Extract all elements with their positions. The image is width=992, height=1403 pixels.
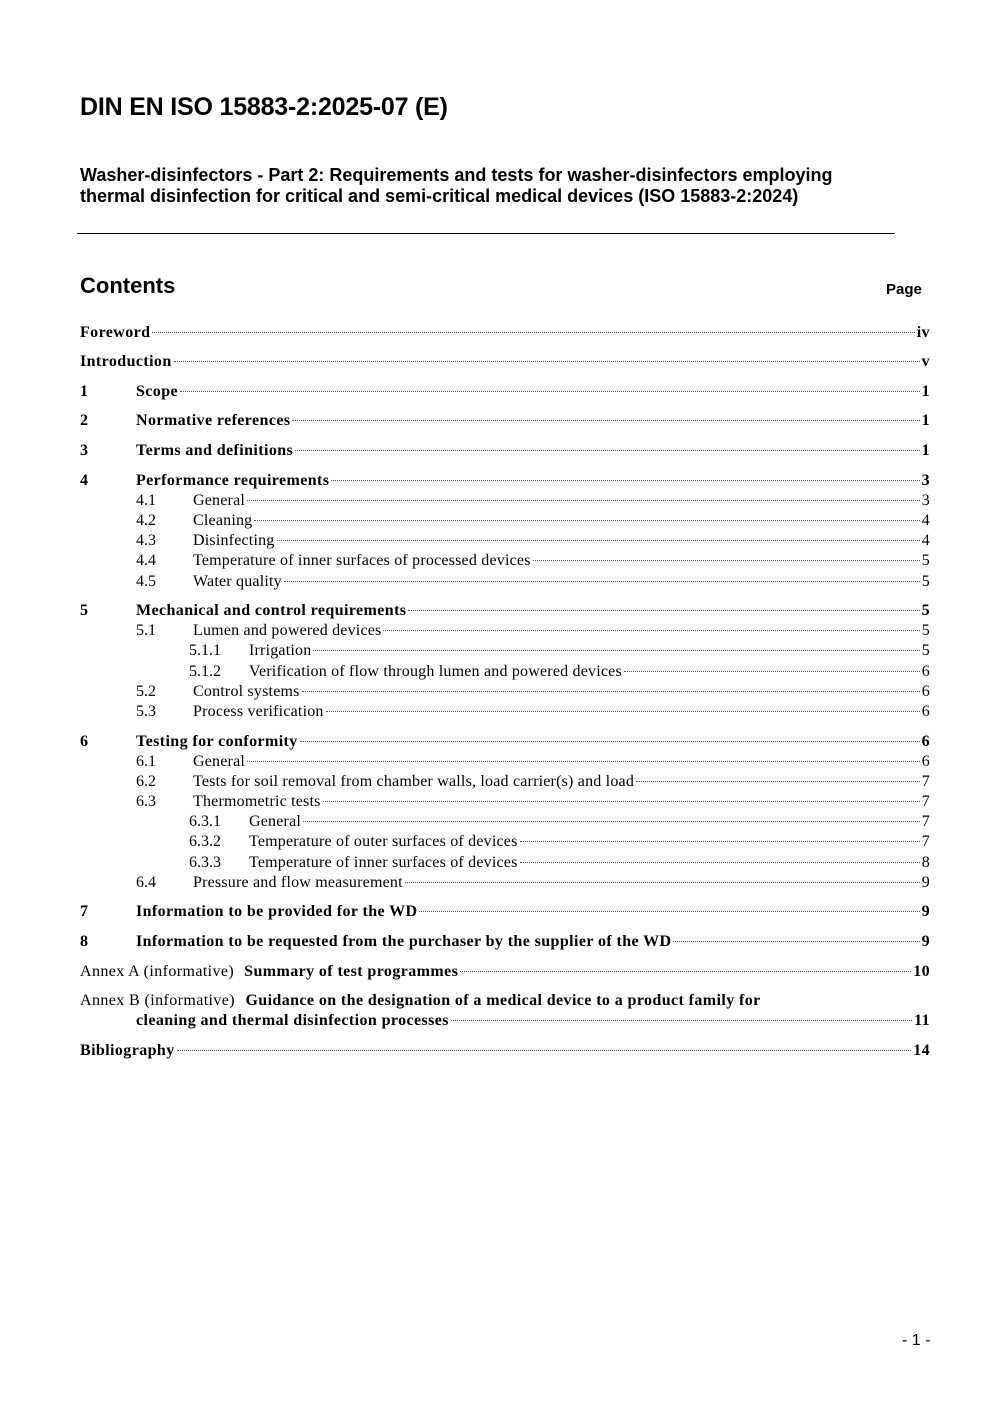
document-title: DIN EN ISO 15883-2:2025-07 (E) — [80, 93, 448, 121]
toc-entry-4-5[interactable] — [193, 572, 930, 592]
page-column-heading: Page — [886, 281, 922, 298]
toc-page: 7 — [921, 773, 930, 790]
toc-number: 4.4 — [136, 552, 156, 569]
toc-title: Process verification — [193, 703, 324, 720]
toc-page: 10 — [913, 963, 930, 980]
toc-leader — [383, 630, 919, 631]
toc-number: 6.1 — [136, 753, 156, 770]
toc-number: 1 — [80, 383, 88, 400]
toc-leader — [460, 971, 911, 972]
toc-title: Temperature of inner surfaces of devices — [249, 854, 518, 871]
toc-title: Pressure and flow measurement — [193, 874, 403, 891]
toc-page: 1 — [921, 383, 930, 400]
toc-leader — [520, 862, 920, 863]
toc-entry-terms-definitions[interactable] — [136, 441, 930, 461]
toc-page: 8 — [921, 854, 930, 871]
toc-number: 6.4 — [136, 874, 156, 891]
toc-page: 14 — [913, 1042, 930, 1059]
toc-title: Tests for soil removal from chamber walls, load carrier(s) and load — [193, 773, 635, 790]
toc-leader — [254, 520, 919, 521]
toc-title: Cleaning — [193, 512, 253, 529]
toc-number: 6.3.2 — [189, 833, 221, 850]
toc-entry-5-3[interactable] — [193, 702, 930, 722]
toc-title: Guidance on the designation of a medical device to a product family for — [245, 992, 761, 1009]
toc-leader — [295, 450, 919, 451]
toc-entry-information-provided[interactable] — [136, 902, 930, 922]
toc-number: 7 — [80, 903, 88, 920]
toc-number: 6.2 — [136, 773, 156, 790]
toc-page: 3 — [921, 472, 930, 489]
toc-number: 5.1.2 — [189, 663, 221, 680]
toc-number: 5.1.1 — [189, 642, 221, 659]
toc-leader — [174, 361, 920, 362]
toc-entry-4-1[interactable] — [193, 491, 930, 511]
toc-leader — [180, 391, 920, 392]
toc-entry-information-requested[interactable] — [136, 932, 930, 952]
toc-page: 9 — [921, 874, 930, 891]
toc-entry-annex-b-line2[interactable] — [136, 1011, 930, 1031]
toc-page: iv — [916, 324, 930, 341]
toc-entry-6-1[interactable] — [193, 752, 930, 772]
toc-entry-foreword[interactable] — [80, 323, 930, 343]
toc-entry-5-1[interactable] — [193, 621, 930, 641]
toc-number: 4.3 — [136, 532, 156, 549]
toc-number: 6.3 — [136, 793, 156, 810]
toc-page: 6 — [921, 733, 930, 750]
toc-entry-5-1-1[interactable] — [249, 641, 930, 661]
toc-title: Mechanical and control requirements — [136, 602, 407, 619]
toc-entry-5-2[interactable] — [193, 682, 930, 702]
annex-label: Annex A (informative) — [80, 963, 235, 980]
toc-title: Normative references — [136, 412, 291, 429]
toc-number: 6.3.1 — [189, 813, 221, 830]
toc-title: Irrigation — [249, 642, 312, 659]
toc-title: General — [249, 813, 302, 830]
toc-leader — [313, 650, 919, 651]
toc-leader — [520, 841, 920, 842]
toc-title: Performance requirements — [136, 472, 330, 489]
toc-entry-normative-references[interactable] — [136, 411, 930, 431]
toc-page: v — [921, 353, 930, 370]
footer-page-number: - 1 - — [902, 1332, 931, 1349]
toc-leader — [326, 711, 920, 712]
toc-leader — [177, 1050, 912, 1051]
toc-entry-testing-conformity[interactable] — [136, 732, 930, 752]
toc-leader — [292, 420, 919, 421]
toc-page: 6 — [921, 663, 930, 680]
toc-title: Water quality — [193, 573, 282, 590]
toc-title: Introduction — [80, 353, 172, 370]
toc-title: Temperature of outer surfaces of devices — [249, 833, 518, 850]
toc-number: 3 — [80, 442, 88, 459]
toc-number: 5.1 — [136, 622, 156, 639]
toc-title: Lumen and powered devices — [193, 622, 382, 639]
toc-entry-4-3[interactable] — [193, 531, 930, 551]
toc-title: Bibliography — [80, 1042, 175, 1059]
toc-number: 5.3 — [136, 703, 156, 720]
toc-number: 6.3.3 — [189, 854, 221, 871]
toc-entry-introduction[interactable] — [80, 352, 930, 372]
toc-entry-annex-a[interactable] — [80, 962, 930, 982]
toc-number: 4 — [80, 472, 88, 489]
toc-number: 4.5 — [136, 573, 156, 590]
toc-page: 4 — [921, 532, 930, 549]
toc-entry-bibliography[interactable] — [80, 1041, 930, 1061]
toc-title: General — [193, 492, 246, 509]
toc-leader — [408, 610, 919, 611]
toc-entry-6-3-2[interactable] — [249, 832, 930, 852]
toc-title: Thermometric tests — [193, 793, 321, 810]
toc-leader — [303, 821, 920, 822]
document-subtitle: Washer-disinfectors - Part 2: Requirements and tests for washer-disinfectors employing thermal disinfection for critical and semi-critical medical devices (ISO 15883-2:2024) — [80, 165, 833, 206]
toc-page: 7 — [921, 813, 930, 830]
toc-entry-scope[interactable] — [136, 382, 930, 402]
toc-title: Scope — [136, 383, 178, 400]
toc-page: 3 — [921, 492, 930, 509]
toc-entry-performance-requirements[interactable] — [136, 471, 930, 491]
toc-leader — [247, 500, 920, 501]
toc-page: 5 — [921, 642, 930, 659]
toc-title: General — [193, 753, 246, 770]
toc-page: 11 — [914, 1012, 930, 1029]
toc-leader — [323, 801, 920, 802]
toc-page: 5 — [921, 622, 930, 639]
annex-label: Annex B (informative) — [80, 992, 236, 1009]
toc-leader — [152, 332, 914, 333]
toc-number: 5 — [80, 602, 88, 619]
toc-leader — [673, 941, 919, 942]
toc-page: 9 — [921, 903, 930, 920]
toc-title: Summary of test programmes — [244, 963, 459, 980]
toc-entry-5-1-2[interactable] — [249, 662, 930, 682]
toc-page: 9 — [921, 933, 930, 950]
toc-title: Terms and definitions — [136, 442, 294, 459]
toc-number: 4.1 — [136, 492, 156, 509]
toc-leader — [284, 581, 920, 582]
toc-page: 5 — [921, 552, 930, 569]
toc-leader — [533, 560, 920, 561]
contents-heading: Contents — [80, 273, 176, 298]
toc-leader — [247, 761, 920, 762]
toc-page: 5 — [921, 602, 930, 619]
toc-page: 1 — [921, 412, 930, 429]
toc-leader — [624, 671, 920, 672]
toc-entry-6-3-1[interactable] — [249, 812, 930, 832]
toc-leader — [331, 480, 919, 481]
toc-page: 6 — [921, 703, 930, 720]
toc-number: 2 — [80, 412, 88, 429]
toc-entry-mechanical-control[interactable] — [136, 601, 930, 621]
toc-page: 7 — [921, 833, 930, 850]
toc-title: Verification of flow through lumen and powered devices — [249, 663, 622, 680]
toc-title: Temperature of inner surfaces of processed devices — [193, 552, 531, 569]
toc-entry-4-4[interactable] — [193, 551, 930, 571]
toc-title: cleaning and thermal disinfection processes — [136, 1012, 449, 1029]
toc-entry-6-2[interactable] — [193, 772, 930, 792]
toc-title: Information to be requested from the purchaser by the supplier of the WD — [136, 933, 672, 950]
toc-leader — [636, 781, 920, 782]
toc-title: Disinfecting — [193, 532, 275, 549]
toc-entry-annex-b-line1[interactable] — [80, 991, 761, 1011]
toc-page: 4 — [921, 512, 930, 529]
toc-entry-4-2[interactable] — [193, 511, 930, 531]
toc-leader — [419, 911, 919, 912]
toc-leader — [405, 882, 920, 883]
toc-leader — [451, 1020, 912, 1021]
toc-page: 1 — [921, 442, 930, 459]
toc-leader — [277, 540, 920, 541]
toc-entry-6-3-3[interactable] — [249, 853, 930, 873]
toc-leader — [302, 691, 920, 692]
toc-title: Information to be provided for the WD — [136, 903, 418, 920]
toc-entry-6-3[interactable] — [193, 792, 930, 812]
toc-leader — [300, 741, 920, 742]
title-divider — [77, 233, 895, 234]
toc-title: Foreword — [80, 324, 151, 341]
toc-page: 6 — [921, 683, 930, 700]
toc-title: Testing for conformity — [136, 733, 298, 750]
toc-number: 8 — [80, 933, 88, 950]
toc-number: 6 — [80, 733, 88, 750]
toc-number: 5.2 — [136, 683, 156, 700]
toc-page: 5 — [921, 573, 930, 590]
toc-page: 7 — [921, 793, 930, 810]
toc-number: 4.2 — [136, 512, 156, 529]
toc-page: 6 — [921, 753, 930, 770]
toc-title: Control systems — [193, 683, 300, 700]
toc-entry-6-4[interactable] — [193, 873, 930, 893]
